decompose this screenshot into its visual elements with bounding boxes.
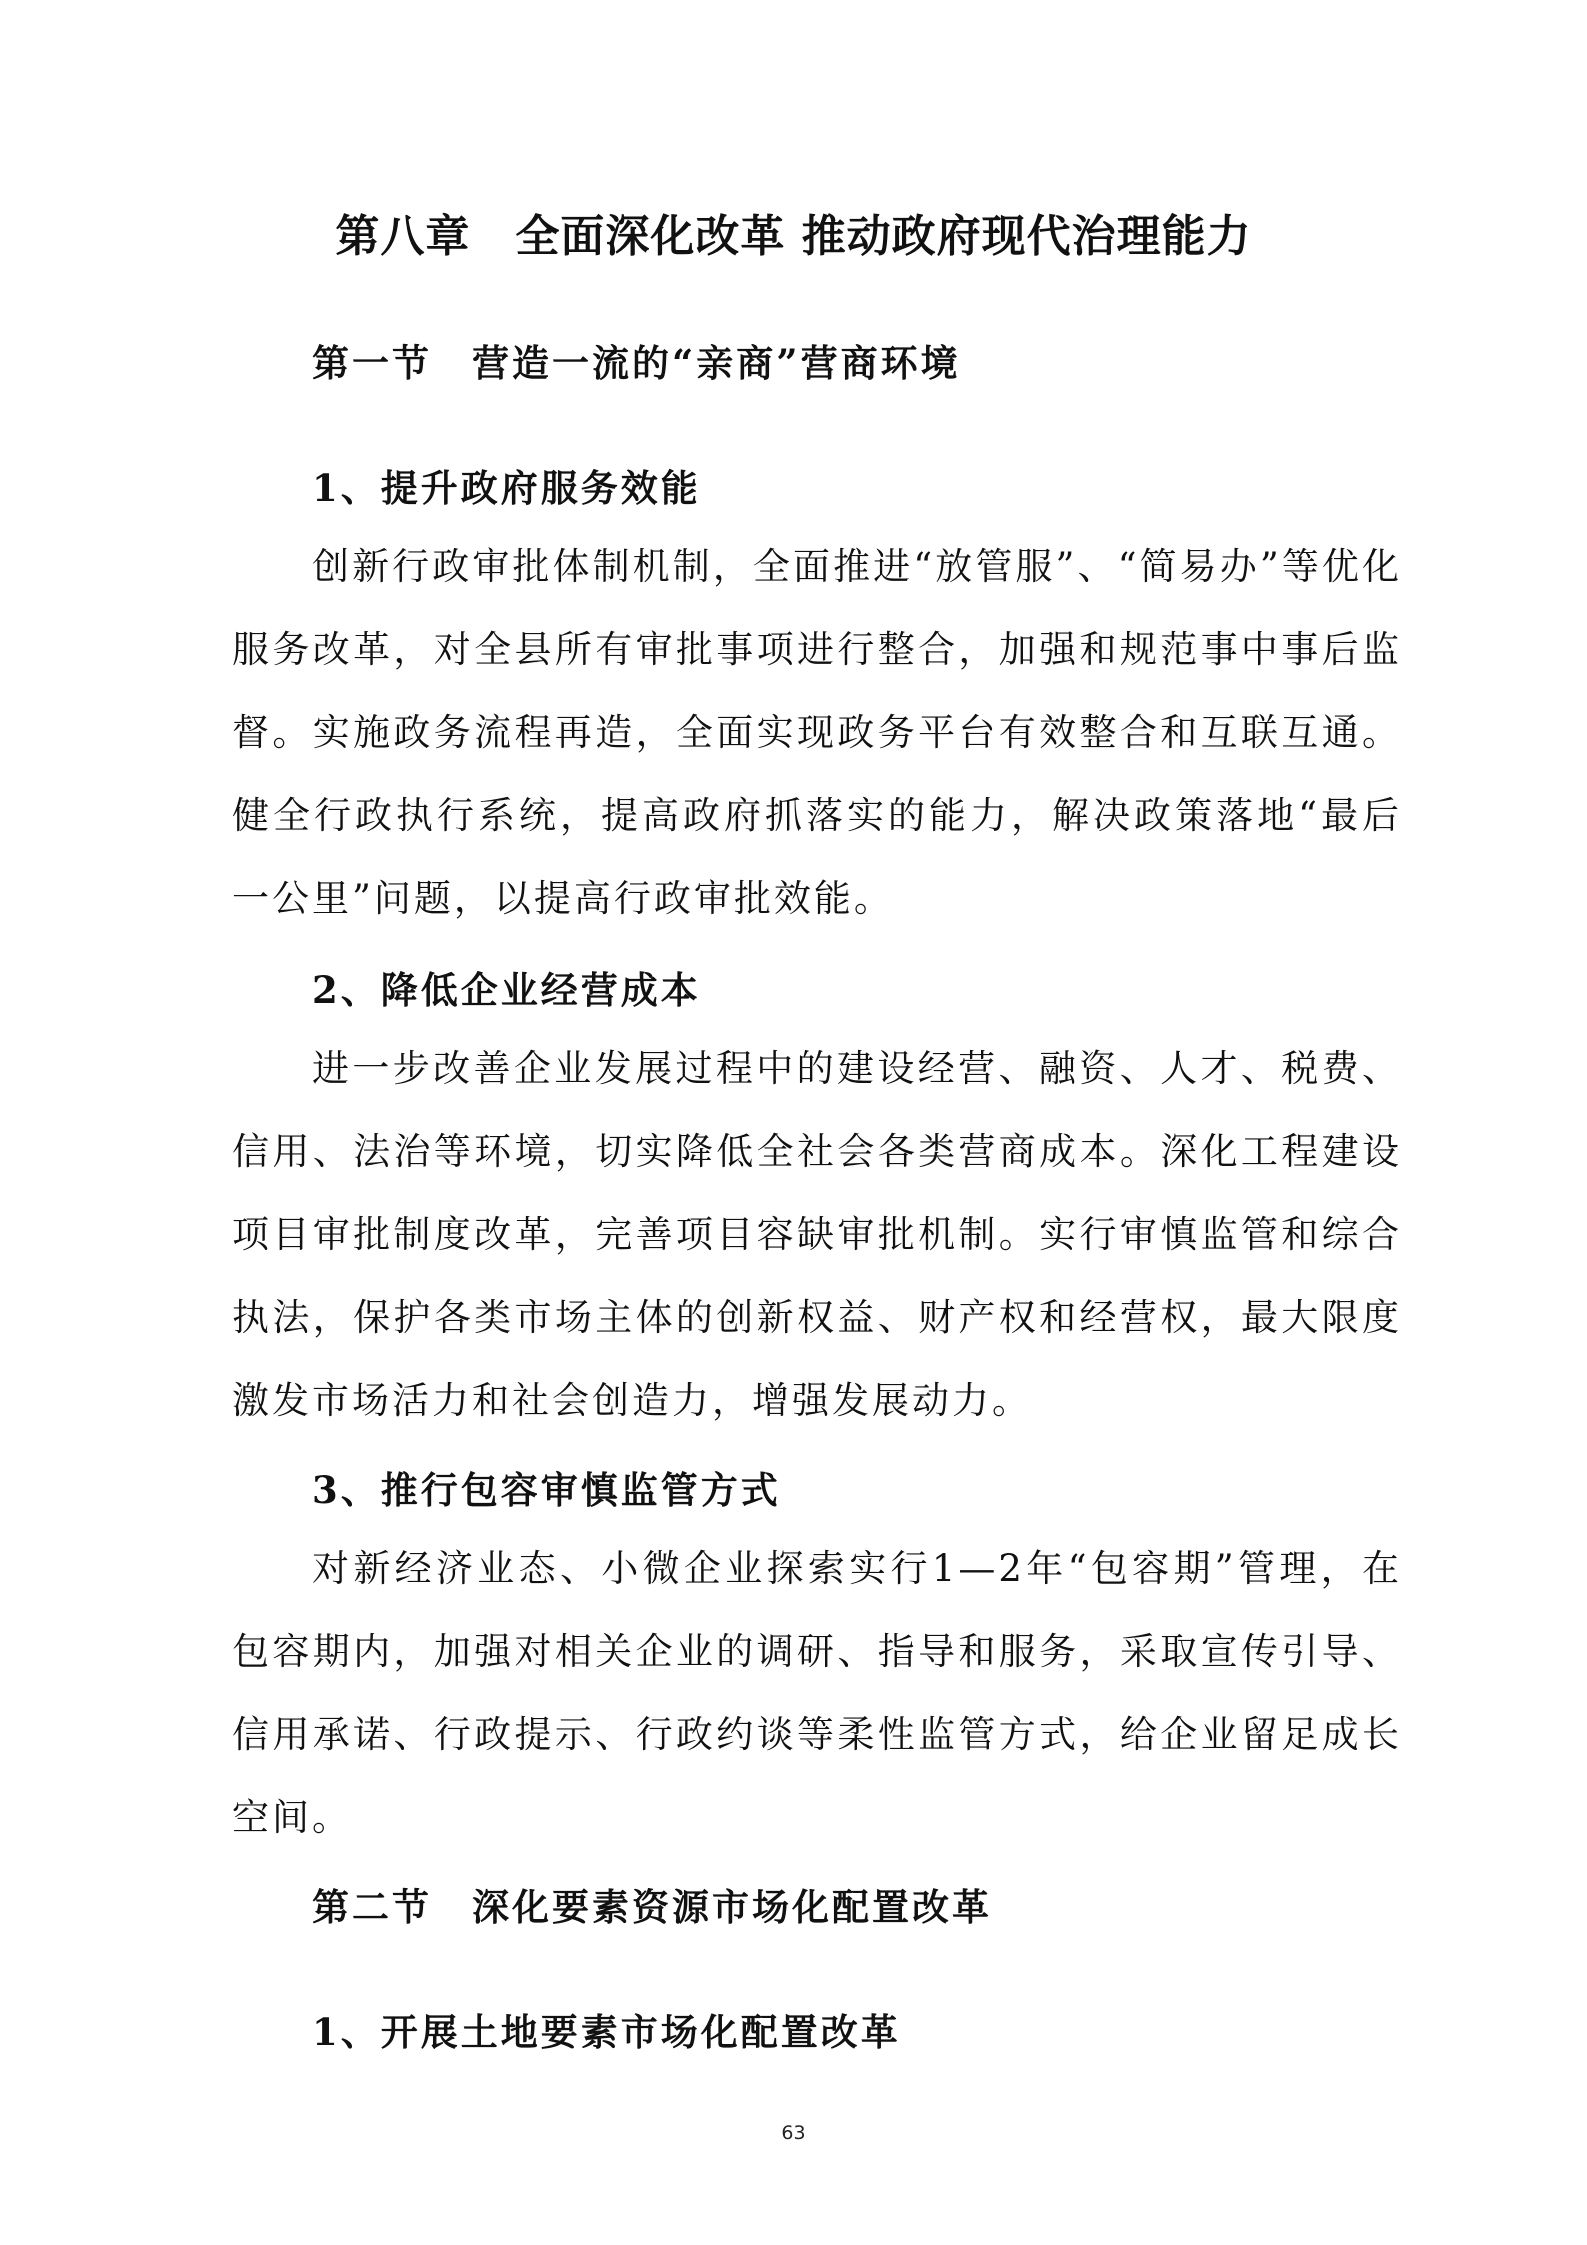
subsection-heading: 3、推行包容审慎监管方式 [312, 1468, 781, 1512]
section-title: 第一节 营造一流的“亲商”营商环境 [312, 341, 961, 385]
section-title: 第二节 深化要素资源市场化配置改革 [312, 1885, 992, 1929]
subsection-heading: 2、降低企业经营成本 [312, 968, 701, 1012]
body-paragraph: 对新经济业态、小微企业探索实行1—2年“包容期”管理，在包容期内，加强对相关企业的调研、指导和服务，采取宣传引导、信用承诺、行政提示、行政约谈等柔性监管方式，给企业留足成长空间。 [232, 1547, 1402, 1839]
body-paragraph: 创新行政审批体制机制，全面推进“放管服”、“简易办”等优化服务改革，对全县所有审批事项进行整合，加强和规范事中事后监督。实施政务流程再造，全面实现政务平台有效整合和互联互通。健全行政执行系统，提高政府抓落实的能力，解决政策落地“最后一公里”问题，以提高行政审批效能。 [232, 545, 1402, 920]
subsection-heading: 1、提升政府服务效能 [312, 466, 701, 510]
page-number: 63 [781, 2122, 806, 2144]
subsection-heading: 1、开展土地要素市场化配置改革 [312, 2010, 901, 2054]
body-paragraph: 进一步改善企业发展过程中的建设经营、融资、人才、税费、信用、法治等环境，切实降低全社会各类营商成本。深化工程建设项目审批制度改革，完善项目容缺审批机制。实行审慎监管和综合执法，保护各类市场主体的创新权益、财产权和经营权，最大限度激发市场活力和社会创造力，增强发展动力。 [232, 1047, 1402, 1422]
chapter-title: 第八章 全面深化改革 推动政府现代治理能力 [335, 211, 1252, 262]
